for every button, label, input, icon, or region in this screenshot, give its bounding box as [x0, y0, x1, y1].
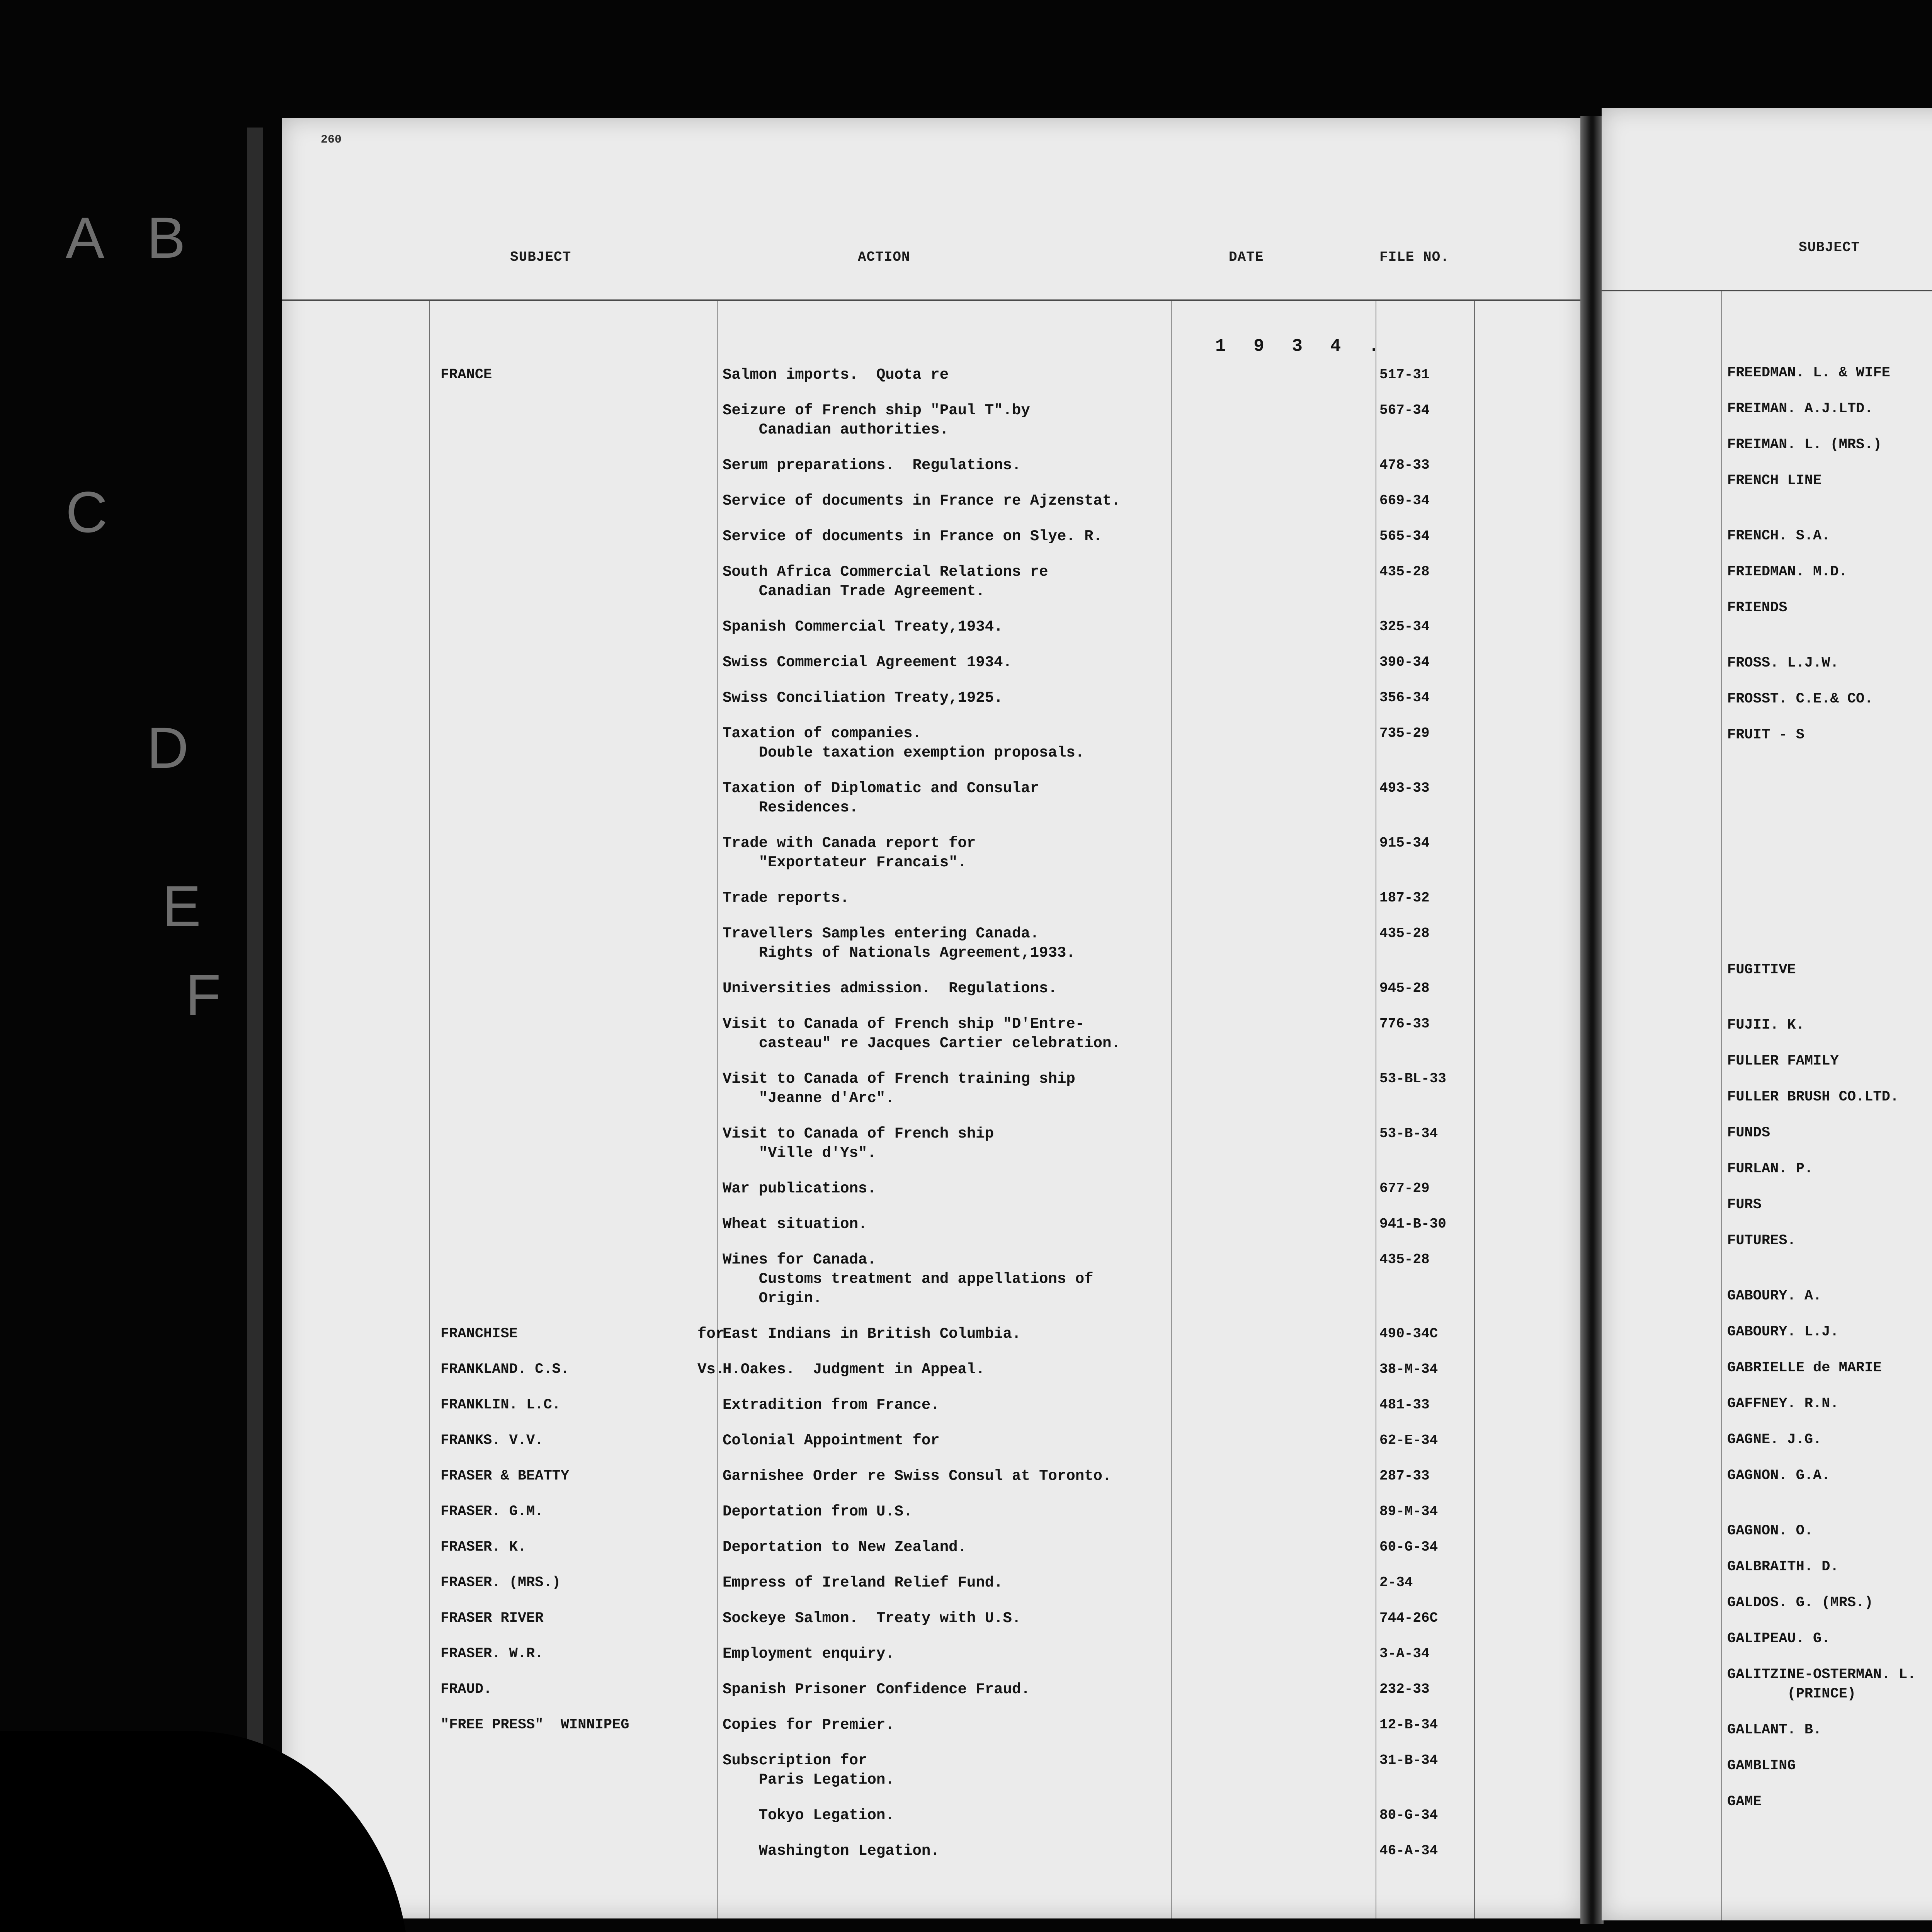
file-number: 435-28	[1379, 925, 1430, 941]
subject-text: FRANKS. V.V.	[440, 1432, 544, 1449]
header-rule	[282, 299, 1582, 301]
column-rule	[1474, 301, 1475, 1918]
file-number: 38-M-34	[1379, 1361, 1438, 1377]
file-number: 80-G-34	[1379, 1807, 1438, 1823]
file-number: 490-34C	[1379, 1326, 1438, 1342]
subject-text: FRANKLAND. C.S.	[440, 1361, 570, 1378]
file-number: 12-B-34	[1379, 1717, 1438, 1733]
subject-text: FULLER BRUSH CO.LTD.	[1727, 1089, 1899, 1105]
subject-connector: for	[697, 1325, 725, 1342]
action-text: Taxation of Diplomatic and Consular Residences.	[723, 780, 1039, 816]
action-text: Visit to Canada of French training ship "Jeanne d'Arc".	[723, 1070, 1075, 1107]
subject-text: GAGNE. J.G.	[1727, 1432, 1822, 1448]
page-number: 260	[321, 133, 342, 146]
subject-text: FRASER. W.R.	[440, 1646, 544, 1662]
action-text: War publications.	[723, 1180, 876, 1197]
date-header: DATE	[1229, 249, 1264, 265]
file-number: 31-B-34	[1379, 1752, 1438, 1768]
header-rule	[1602, 290, 1932, 291]
file-number: 493-33	[1379, 780, 1430, 796]
subject-text: FRIENDS	[1727, 600, 1787, 616]
year-heading: 1 9 3 4 .	[1215, 336, 1388, 356]
file-number: 677-29	[1379, 1180, 1430, 1196]
action-text: Sockeye Salmon. Treaty with U.S.	[723, 1610, 1021, 1627]
action-text: Serum preparations. Regulations.	[723, 457, 1021, 474]
file-number: 287-33	[1379, 1468, 1430, 1484]
file-number: 941-B-30	[1379, 1216, 1446, 1232]
action-text: Washington Legation.	[723, 1842, 940, 1859]
subject-text: GALDOS. G. (MRS.)	[1727, 1595, 1873, 1611]
subject-text: FRASER. G.M.	[440, 1503, 544, 1520]
subject-text: FROSS. L.J.W.	[1727, 655, 1839, 671]
subject-text: GALLANT. B.	[1727, 1722, 1822, 1738]
subject-text: FRENCH. S.A.	[1727, 528, 1830, 544]
action-text: Copies for Premier.	[723, 1716, 895, 1733]
subject-text: FUGITIVE	[1727, 962, 1796, 978]
subject-text: FROSST. C.E.& CO.	[1727, 691, 1873, 707]
right-page	[1602, 108, 1932, 1920]
file-number: 776-33	[1379, 1016, 1430, 1032]
subject-text: GAMBLING	[1727, 1758, 1796, 1774]
subject-text: GAGNON. G.A.	[1727, 1468, 1830, 1484]
action-text: Deportation to New Zealand.	[723, 1539, 967, 1556]
action-text: Visit to Canada of French ship "Ville d'Ys".	[723, 1125, 994, 1162]
action-text: Spanish Commercial Treaty,1934.	[723, 618, 1003, 635]
subject-text: FRUIT - S	[1727, 727, 1804, 743]
action-text: Service of documents in France on Slye. R.	[723, 528, 1102, 545]
file-number: 435-28	[1379, 564, 1430, 580]
file-number: 390-34	[1379, 654, 1430, 670]
subject-text: GALITZINE-OSTERMAN. L. (PRINCE)	[1727, 1667, 1916, 1702]
ghost-letter-d: D	[147, 715, 189, 780]
file-number: 232-33	[1379, 1681, 1430, 1697]
action-text: Trade reports.	[723, 889, 849, 906]
subject-text: FRAUD.	[440, 1681, 492, 1697]
file-number: 53-B-34	[1379, 1126, 1438, 1141]
subject-text: FRENCH LINE	[1727, 473, 1822, 489]
file-number: 89-M-34	[1379, 1503, 1438, 1519]
subject-text: FRANCE	[440, 367, 492, 383]
subject-header: SUBJECT	[510, 249, 571, 265]
column-rule	[717, 301, 718, 1918]
subject-text: FUTURES.	[1727, 1233, 1796, 1249]
action-text: Trade with Canada report for "Exportateur Francais".	[723, 835, 976, 871]
file-number: 478-33	[1379, 457, 1430, 473]
subject-text: GALIPEAU. G.	[1727, 1631, 1830, 1647]
file-number: 517-31	[1379, 367, 1430, 383]
subject-text: GABOURY. L.J.	[1727, 1324, 1839, 1340]
action-text: South Africa Commercial Relations re Canadian Trade Agreement.	[723, 563, 1048, 600]
subject-text: GALBRAITH. D.	[1727, 1559, 1839, 1575]
file-number: 565-34	[1379, 528, 1430, 544]
subject-text: GABOURY. A.	[1727, 1288, 1822, 1304]
subject-text: FRANCHISE	[440, 1326, 518, 1342]
action-text: Deportation from U.S.	[723, 1503, 913, 1520]
subject-header: SUBJECT	[1799, 240, 1860, 255]
action-text: Employment enquiry.	[723, 1645, 895, 1662]
file-number: 187-32	[1379, 890, 1430, 906]
ghost-letter-a: A	[66, 205, 105, 270]
subject-text: "FREE PRESS" WINNIPEG	[440, 1717, 629, 1733]
action-text: H.Oakes. Judgment in Appeal.	[723, 1361, 985, 1378]
action-text: Service of documents in France re Ajzenstat.	[723, 492, 1121, 509]
column-rule	[1171, 301, 1172, 1918]
subject-text: FRANKLIN. L.C.	[440, 1397, 561, 1413]
subject-text: FRASER. K.	[440, 1539, 527, 1555]
action-text: Extradition from France.	[723, 1396, 940, 1413]
book-gutter	[1580, 116, 1604, 1924]
action-text: East Indians in British Columbia.	[723, 1325, 1021, 1342]
subject-text: FUNDS	[1727, 1125, 1770, 1141]
file-number: 62-E-34	[1379, 1432, 1438, 1448]
subject-text: FREIMAN. L. (MRS.)	[1727, 437, 1882, 453]
file-number: 435-28	[1379, 1252, 1430, 1267]
action-text: Subscription for Paris Legation.	[723, 1752, 895, 1788]
action-header: ACTION	[858, 249, 910, 265]
file-no-header: FILE NO.	[1379, 249, 1449, 265]
action-text: Empress of Ireland Relief Fund.	[723, 1574, 1003, 1591]
file-number: 567-34	[1379, 402, 1430, 418]
column-rule	[429, 301, 430, 1918]
subject-text: FULLER FAMILY	[1727, 1053, 1839, 1069]
file-number: 669-34	[1379, 493, 1430, 509]
subject-connector: Vs.	[697, 1361, 725, 1378]
file-number: 744-26C	[1379, 1610, 1438, 1626]
action-text: Garnishee Order re Swiss Consul at Toronto.	[723, 1468, 1112, 1485]
file-number: 915-34	[1379, 835, 1430, 851]
action-text: Visit to Canada of French ship "D'Entre- casteau" re Jacques Cartier celebration.	[723, 1015, 1121, 1052]
file-number: 53-BL-33	[1379, 1071, 1446, 1087]
file-number: 60-G-34	[1379, 1539, 1438, 1555]
subject-text: FRASER. (MRS.)	[440, 1575, 561, 1591]
left-page	[282, 118, 1582, 1918]
file-number: 945-28	[1379, 980, 1430, 996]
action-text: Swiss Commercial Agreement 1934.	[723, 654, 1012, 671]
subject-text: FRASER RIVER	[440, 1610, 544, 1626]
action-text: Tokyo Legation.	[723, 1807, 895, 1824]
ghost-letter-f: F	[185, 963, 221, 1027]
action-text: Universities admission. Regulations.	[723, 980, 1057, 997]
action-text: Wines for Canada. Customs treatment and appellations of Origin.	[723, 1251, 1094, 1307]
subject-text: GABRIELLE de MARIE	[1727, 1360, 1882, 1376]
ghost-letter-b: B	[147, 205, 186, 270]
file-number: 481-33	[1379, 1397, 1430, 1413]
file-number: 735-29	[1379, 725, 1430, 741]
ghost-letter-e: E	[162, 874, 201, 939]
file-number: 2-34	[1379, 1575, 1413, 1590]
action-text: Taxation of companies. Double taxation exemption proposals.	[723, 725, 1085, 761]
file-number: 3-A-34	[1379, 1646, 1430, 1662]
action-text: Swiss Conciliation Treaty,1925.	[723, 689, 1003, 706]
file-number: 46-A-34	[1379, 1843, 1438, 1859]
subject-text: GAGNON. O.	[1727, 1523, 1813, 1539]
subject-text: GAME	[1727, 1794, 1762, 1810]
subject-text: FREEDMAN. L. & WIFE	[1727, 365, 1890, 381]
action-text: Salmon imports. Quota re	[723, 366, 949, 383]
subject-text: FREIMAN. A.J.LTD.	[1727, 401, 1873, 417]
action-text: Colonial Appointment for	[723, 1432, 940, 1449]
subject-text: FURLAN. P.	[1727, 1161, 1813, 1177]
file-number: 325-34	[1379, 619, 1430, 634]
action-text: Spanish Prisoner Confidence Fraud.	[723, 1681, 1030, 1698]
action-text: Travellers Samples entering Canada. Rights of Nationals Agreement,1933.	[723, 925, 1075, 961]
action-text: Seizure of French ship "Paul T".by Canadian authorities.	[723, 402, 1030, 438]
action-text: Wheat situation.	[723, 1216, 867, 1233]
ghost-letter-c: C	[66, 480, 108, 544]
subject-text: FRIEDMAN. M.D.	[1727, 564, 1847, 580]
subject-text: GAFFNEY. R.N.	[1727, 1396, 1839, 1412]
file-number: 356-34	[1379, 690, 1430, 706]
column-rule	[1721, 291, 1722, 1920]
subject-text: FUJII. K.	[1727, 1017, 1804, 1033]
ledger-edge	[247, 128, 263, 1905]
subject-text: FRASER & BEATTY	[440, 1468, 570, 1484]
subject-text: FURS	[1727, 1197, 1762, 1213]
